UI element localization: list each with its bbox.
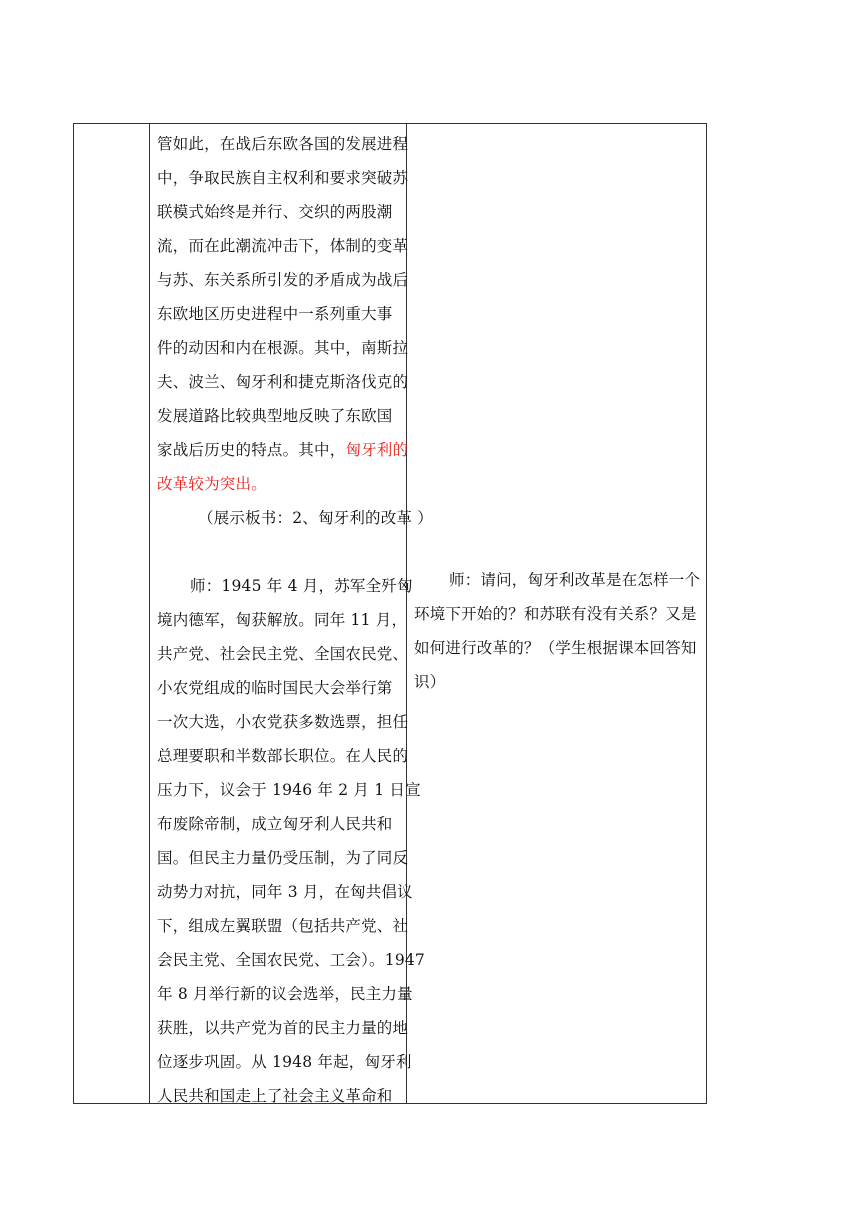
content-line: 东欧地区历史进程中一系列重大事 bbox=[157, 305, 393, 323]
content-line: 下，组成左翼联盟（包括共产党、社 bbox=[157, 917, 409, 935]
content-line: 年 8 月举行新的议会选举，民主力量 bbox=[157, 985, 413, 1003]
content-line-mixed bbox=[157, 440, 408, 460]
content-line: 一次大选，小农党获多数选票，担任 bbox=[157, 713, 409, 731]
content-line: 国。但民主力量仍受压制，为了同反 bbox=[157, 849, 409, 867]
content-line: 位逐步巩固。从 1948 年起，匈牙利 bbox=[157, 1053, 412, 1071]
content-line: 会民主党、全国农民党、工会）。1947 bbox=[157, 951, 425, 969]
board-note: （展示板书：2、匈牙利的改革 ） bbox=[198, 509, 433, 527]
content-line: 与苏、东关系所引发的矛盾成为战后 bbox=[157, 271, 409, 289]
content-column-cell bbox=[150, 124, 433, 1105]
content-line: 联模式始终是并行、交织的两股潮 bbox=[157, 203, 393, 221]
plain-text: 家战后历史的特点。其中， bbox=[157, 441, 346, 459]
content-line: 总理要职和半数部长职位。在人民的 bbox=[157, 747, 409, 765]
lesson-table bbox=[73, 123, 707, 1104]
content-line: 人民共和国走上了社会主义革命和 bbox=[157, 1087, 393, 1105]
content-line: 小农党组成的临时国民大会举行第 bbox=[157, 679, 393, 697]
highlight-line: 改革较为突出。 bbox=[157, 475, 267, 493]
left-column-cell bbox=[74, 124, 150, 1103]
activity-line: 环境下开始的？和苏联有没有关系？又是 bbox=[414, 605, 697, 623]
content-line: 发展道路比较典型地反映了东欧国 bbox=[157, 407, 393, 425]
content-line: 获胜，以共产党为首的民主力量的地 bbox=[157, 1019, 409, 1037]
activity-line: 如何进行改革的？（学生根据课本回答知 bbox=[414, 639, 697, 657]
highlight-text: 匈牙利的 bbox=[345, 441, 409, 459]
content-line: 境内德军，匈获解放。同年 11 月， bbox=[157, 611, 408, 629]
content-line: 布废除帝制，成立匈牙利人民共和 bbox=[157, 815, 393, 833]
content-line: 管如此，在战后东欧各国的发展进程 bbox=[157, 135, 409, 153]
content-line: 夫、波兰、匈牙利和捷克斯洛伐克的 bbox=[157, 373, 409, 391]
content-line: 压力下，议会于 1946 年 2 月 1 日宣 bbox=[157, 781, 421, 799]
content-line: 动势力对抗，同年 3 月，在匈共倡议 bbox=[157, 883, 413, 901]
activity-line: 识） bbox=[414, 673, 446, 691]
activity-column-cell bbox=[407, 124, 706, 1103]
content-line: 共产党、社会民主党、全国农民党、 bbox=[157, 645, 409, 663]
content-line: 中，争取民族自主权利和要求突破苏 bbox=[157, 169, 409, 187]
content-line: 件的动因和内在根源。其中，南斯拉 bbox=[157, 339, 409, 357]
content-line: 流，而在此潮流冲击下，体制的变革 bbox=[157, 237, 409, 255]
activity-line: 师：请问，匈牙利改革是在怎样一个 bbox=[449, 571, 701, 589]
content-line: 师：1945 年 4 月，苏军全歼匈 bbox=[190, 577, 413, 595]
